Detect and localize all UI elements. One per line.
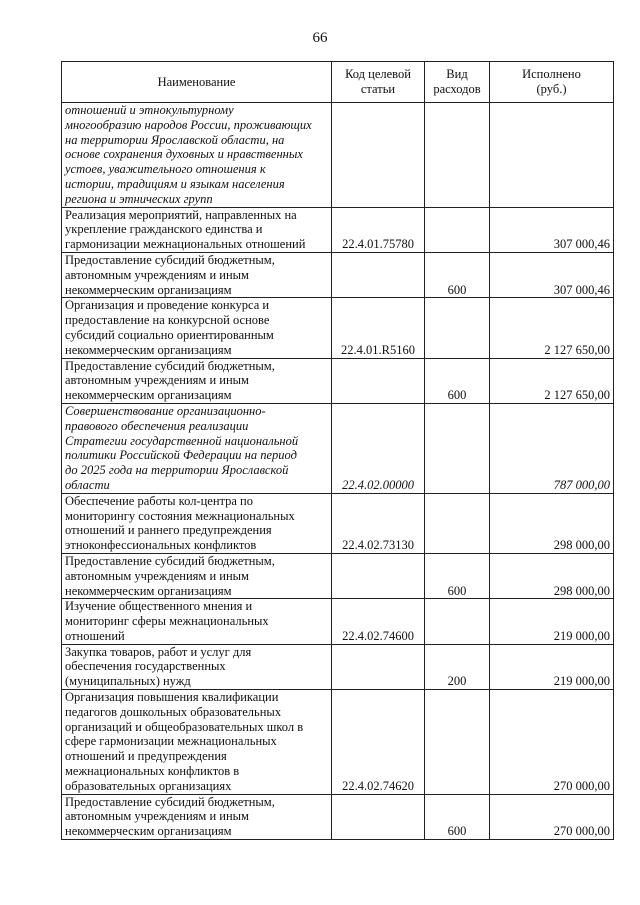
table-row xyxy=(62,644,614,689)
cell-code: 22.4.02.74600 xyxy=(332,599,425,644)
table-row xyxy=(62,493,614,553)
cell-amount: 270 000,00 xyxy=(490,690,614,795)
table-row xyxy=(62,103,614,208)
table-header-row xyxy=(62,62,614,103)
cell-name-line: педагогов дошкольных образовательных xyxy=(65,704,282,719)
cell-name xyxy=(62,493,332,553)
cell-name-line: основе сохранения духовных и нравственных xyxy=(65,147,303,162)
cell-name-line: укрепление гражданского единства и xyxy=(65,222,263,237)
cell-type xyxy=(425,493,490,553)
cell-amount: 787 000,00 xyxy=(490,403,614,493)
cell-name-line: Предоставление субсидий бюджетным, xyxy=(65,252,275,267)
cell-name-line: политики Российской Федерации на период xyxy=(65,448,297,463)
cell-name-line: Совершенствование организационно- xyxy=(65,403,266,418)
table-row xyxy=(62,690,614,795)
cell-name-line: региона и этнических групп xyxy=(65,191,213,206)
cell-name-line: отношений и предупреждения xyxy=(65,749,227,764)
cell-name xyxy=(62,644,332,689)
cell-name-line: организаций и общеобразовательных школ в xyxy=(65,719,304,734)
cell-name-line: Закупка товаров, работ и услуг для xyxy=(65,644,252,659)
table-row xyxy=(62,358,614,403)
cell-name xyxy=(62,553,332,598)
cell-type xyxy=(425,403,490,493)
cell-code xyxy=(332,553,425,598)
cell-amount: 2 127 650,00 xyxy=(490,358,614,403)
cell-name-line: Обеспечение работы кол-центра по xyxy=(65,493,254,508)
header-type-line-1: Вид xyxy=(446,67,468,82)
budget-execution-table xyxy=(61,61,614,840)
table-body xyxy=(62,103,614,840)
cell-name-line: до 2025 года на территории Ярославской xyxy=(65,463,289,478)
header-code-line-2: статьи xyxy=(360,82,396,96)
table-row xyxy=(62,553,614,598)
cell-name-line: образовательных организациях xyxy=(65,778,232,793)
cell-name-line: мониторингу состояния межнациональных xyxy=(65,508,295,523)
cell-type: 600 xyxy=(425,358,490,403)
cell-type: 600 xyxy=(425,553,490,598)
cell-name-line: области xyxy=(65,477,110,492)
cell-name-line: истории, традициям и языкам населения xyxy=(65,176,285,191)
cell-name-line: Реализация мероприятий, направленных на xyxy=(65,207,297,222)
cell-amount: 298 000,00 xyxy=(490,553,614,598)
table-row xyxy=(62,298,614,358)
header-type xyxy=(425,62,490,103)
cell-name xyxy=(62,298,332,358)
cell-name-line: автономным учреждениям и иным xyxy=(65,809,249,824)
cell-name xyxy=(62,358,332,403)
cell-name-line: Изучение общественного мнения и xyxy=(65,599,253,614)
cell-name-line: некоммерческим организациям xyxy=(65,342,232,357)
cell-name-line: гармонизации межнациональных отношений xyxy=(65,237,306,252)
table-row xyxy=(62,599,614,644)
header-amount-line-2: (руб.) xyxy=(536,82,567,96)
cell-name-line: некоммерческим организациям xyxy=(65,824,232,839)
table-row xyxy=(62,207,614,252)
cell-name-line: субсидий социально ориентированным xyxy=(65,327,274,342)
cell-name xyxy=(62,207,332,252)
cell-code: 22.4.02.73130 xyxy=(332,493,425,553)
cell-code xyxy=(332,794,425,839)
page-number: 66 xyxy=(312,30,328,46)
cell-type xyxy=(425,690,490,795)
cell-name-line: Предоставление субсидий бюджетным, xyxy=(65,358,275,373)
cell-code: 22.4.02.74620 xyxy=(332,690,425,795)
cell-name-line: обеспечения государственных xyxy=(65,659,226,674)
cell-name-line: автономным учреждениям и иным xyxy=(65,373,249,388)
cell-name xyxy=(62,403,332,493)
cell-amount xyxy=(490,103,614,208)
cell-name-line: автономным учреждениям и иным xyxy=(65,568,249,583)
header-code-line-1: Код целевой xyxy=(345,67,411,82)
cell-type: 600 xyxy=(425,794,490,839)
table-row xyxy=(62,403,614,493)
cell-name-line: предоставление на конкурсной основе xyxy=(65,313,270,328)
cell-code xyxy=(332,358,425,403)
cell-type xyxy=(425,298,490,358)
header-type-line-2: расходов xyxy=(433,82,481,96)
header-amount xyxy=(490,62,614,103)
cell-amount: 2 127 650,00 xyxy=(490,298,614,358)
cell-name xyxy=(62,252,332,297)
cell-code xyxy=(332,252,425,297)
cell-type xyxy=(425,207,490,252)
cell-code xyxy=(332,644,425,689)
table-row xyxy=(62,794,614,839)
cell-name-line: автономным учреждениям и иным xyxy=(65,267,249,282)
cell-amount: 219 000,00 xyxy=(490,644,614,689)
cell-amount: 307 000,46 xyxy=(490,207,614,252)
header-amount-line-1: Исполнено xyxy=(522,67,581,82)
cell-amount: 307 000,46 xyxy=(490,252,614,297)
table-row xyxy=(62,252,614,297)
cell-name-line: Организация повышения квалификации xyxy=(65,690,279,705)
cell-name-line: отношений xyxy=(65,628,125,643)
cell-code: 22.4.01.75780 xyxy=(332,207,425,252)
cell-name-line: правового обеспечения реализации xyxy=(65,418,249,433)
cell-name-line: Предоставление субсидий бюджетным, xyxy=(65,553,275,568)
header-code xyxy=(332,62,425,103)
cell-name-line: Организация и проведение конкурса и xyxy=(65,298,270,313)
cell-name-line: некоммерческим организациям xyxy=(65,282,232,297)
cell-type xyxy=(425,103,490,208)
cell-name-line: этноконфессиональных конфликтов xyxy=(65,538,257,553)
cell-name-line: отношений и раннего предупреждения xyxy=(65,523,272,538)
cell-type: 600 xyxy=(425,252,490,297)
cell-name xyxy=(62,599,332,644)
cell-name-line: на территории Ярославской области, на xyxy=(65,132,285,147)
cell-name-line: устоев, уважительного отношения к xyxy=(65,162,266,177)
cell-type: 200 xyxy=(425,644,490,689)
cell-amount: 219 000,00 xyxy=(490,599,614,644)
cell-name-line: мониторинг сферы межнациональных xyxy=(65,614,269,629)
cell-amount: 298 000,00 xyxy=(490,493,614,553)
cell-name-line: (муниципальных) нужд xyxy=(65,674,191,689)
cell-name xyxy=(62,794,332,839)
cell-code xyxy=(332,103,425,208)
cell-code: 22.4.02.00000 xyxy=(332,403,425,493)
cell-name-line: некоммерческим организациям xyxy=(65,583,232,598)
cell-name-line: межнациональных конфликтов в xyxy=(65,764,240,779)
header-name: Наименование xyxy=(62,62,332,103)
cell-name-line: Предоставление субсидий бюджетным, xyxy=(65,794,275,809)
cell-name xyxy=(62,690,332,795)
cell-name-line: многообразию народов России, проживающих xyxy=(65,117,312,132)
cell-code: 22.4.01.R5160 xyxy=(332,298,425,358)
cell-name-line: сфере гармонизации межнациональных xyxy=(65,734,277,749)
cell-name xyxy=(62,103,332,208)
cell-type xyxy=(425,599,490,644)
cell-amount: 270 000,00 xyxy=(490,794,614,839)
cell-name-line: некоммерческим организациям xyxy=(65,388,232,403)
cell-name-line: Стратегии государственной национальной xyxy=(65,433,299,448)
cell-name-line: отношений и этнокультурному xyxy=(65,103,234,117)
